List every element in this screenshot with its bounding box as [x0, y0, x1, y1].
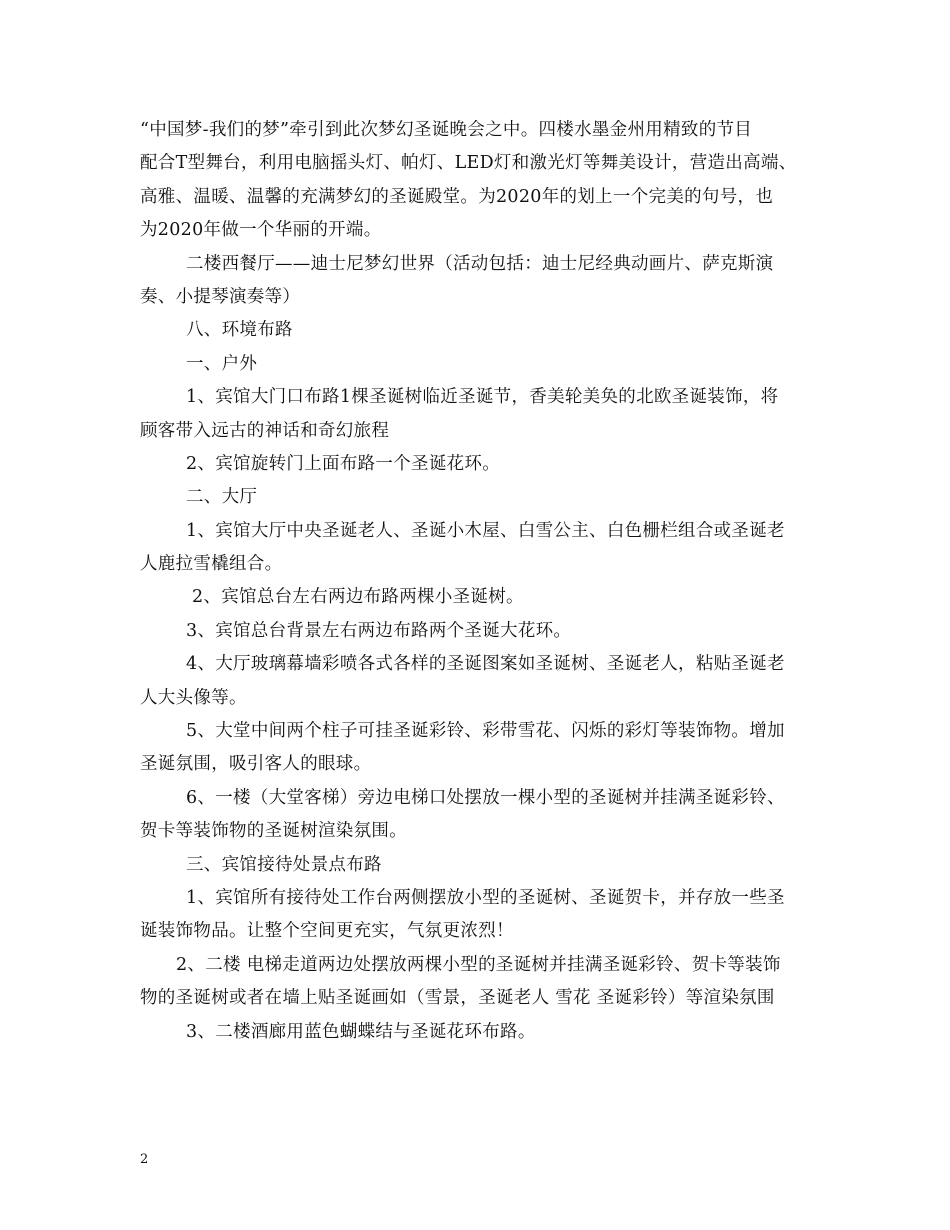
document-body	[140, 114, 815, 1049]
text-line: 二楼西餐厅——迪士尼梦幻世界（活动包括：迪士尼经典动画片、萨克斯演	[186, 253, 774, 274]
text-line: 2、二楼 电梯走道两边处摆放两棵小型的圣诞树并挂满圣诞彩铃、贺卡等装饰	[176, 954, 781, 975]
text-line: 为2020年做一个华丽的开端。	[140, 220, 382, 241]
text-line: 人鹿拉雪橇组合。	[140, 554, 283, 575]
text-line: 奏、小提琴演奏等）	[140, 286, 301, 307]
text-line: 3、宾馆总台背景左右两边布路两个圣诞大花环。	[186, 620, 572, 641]
text-line: 物的圣诞树或者在墙上贴圣诞画如（雪景，圣诞老人 雪花 圣诞彩铃）等渲染氛围	[140, 988, 775, 1009]
text-line: 5、大堂中间两个柱子可挂圣诞彩铃、彩带雪花、闪烁的彩灯等装饰物。增加	[186, 721, 785, 742]
text-line: 1、宾馆大门口布路1棵圣诞树临近圣诞节，香美轮美奂的北欧圣诞装饰，将	[186, 387, 779, 408]
text-line: 圣诞氛围，吸引客人的眼球。	[140, 754, 372, 775]
page-number: 2	[140, 1152, 149, 1167]
text-line: 八、环境布路	[186, 320, 293, 341]
text-line: 1、宾馆大厅中央圣诞老人、圣诞小木屋、白雪公主、白色栅栏组合或圣诞老	[186, 520, 785, 541]
text-line: 2、宾馆总台左右两边布路两棵小圣诞树。	[192, 587, 524, 608]
text-line: 一、户外	[186, 353, 258, 374]
text-line: 配合T型舞台，利用电脑摇头灯、帕灯、LED灯和激光灯等舞美设计，营造出高端、	[140, 153, 797, 174]
text-line: 1、宾馆所有接待处工作台两侧摆放小型的圣诞树、圣诞贺卡，并存放一些圣	[186, 887, 785, 908]
text-line: 人大头像等。	[140, 687, 247, 708]
text-line: “中国梦-我们的梦”牵引到此次梦幻圣诞晚会之中。四楼水墨金州用精致的节目	[140, 120, 753, 140]
text-line: 二、大厅	[186, 487, 258, 508]
text-line: 诞装饰物品。让整个空间更充实，气氛更浓烈！	[140, 921, 514, 942]
text-line: 3、二楼酒廊用蓝色蝴蝶结与圣诞花环布路。	[186, 1021, 536, 1042]
text-line: 4、大厅玻璃幕墙彩喷各式各样的圣诞图案如圣诞树、圣诞老人，粘贴圣诞老	[186, 654, 785, 675]
text-line: 三、宾馆接待处景点布路	[186, 854, 382, 875]
text-line: 顾客带入远古的神话和奇幻旅程	[140, 420, 390, 441]
text-line: 6、一楼（大堂客梯）旁边电梯口处摆放一棵小型的圣诞树并挂满圣诞彩铃、	[186, 787, 785, 808]
text-line: 贺卡等装饰物的圣诞树渲染氛围。	[140, 821, 407, 842]
text-line: 2、宾馆旋转门上面布路一个圣诞花环。	[186, 453, 501, 474]
text-line: 高雅、温暖、温馨的充满梦幻的圣诞殿堂。为2020年的划上一个完美的句号，也	[140, 186, 774, 207]
